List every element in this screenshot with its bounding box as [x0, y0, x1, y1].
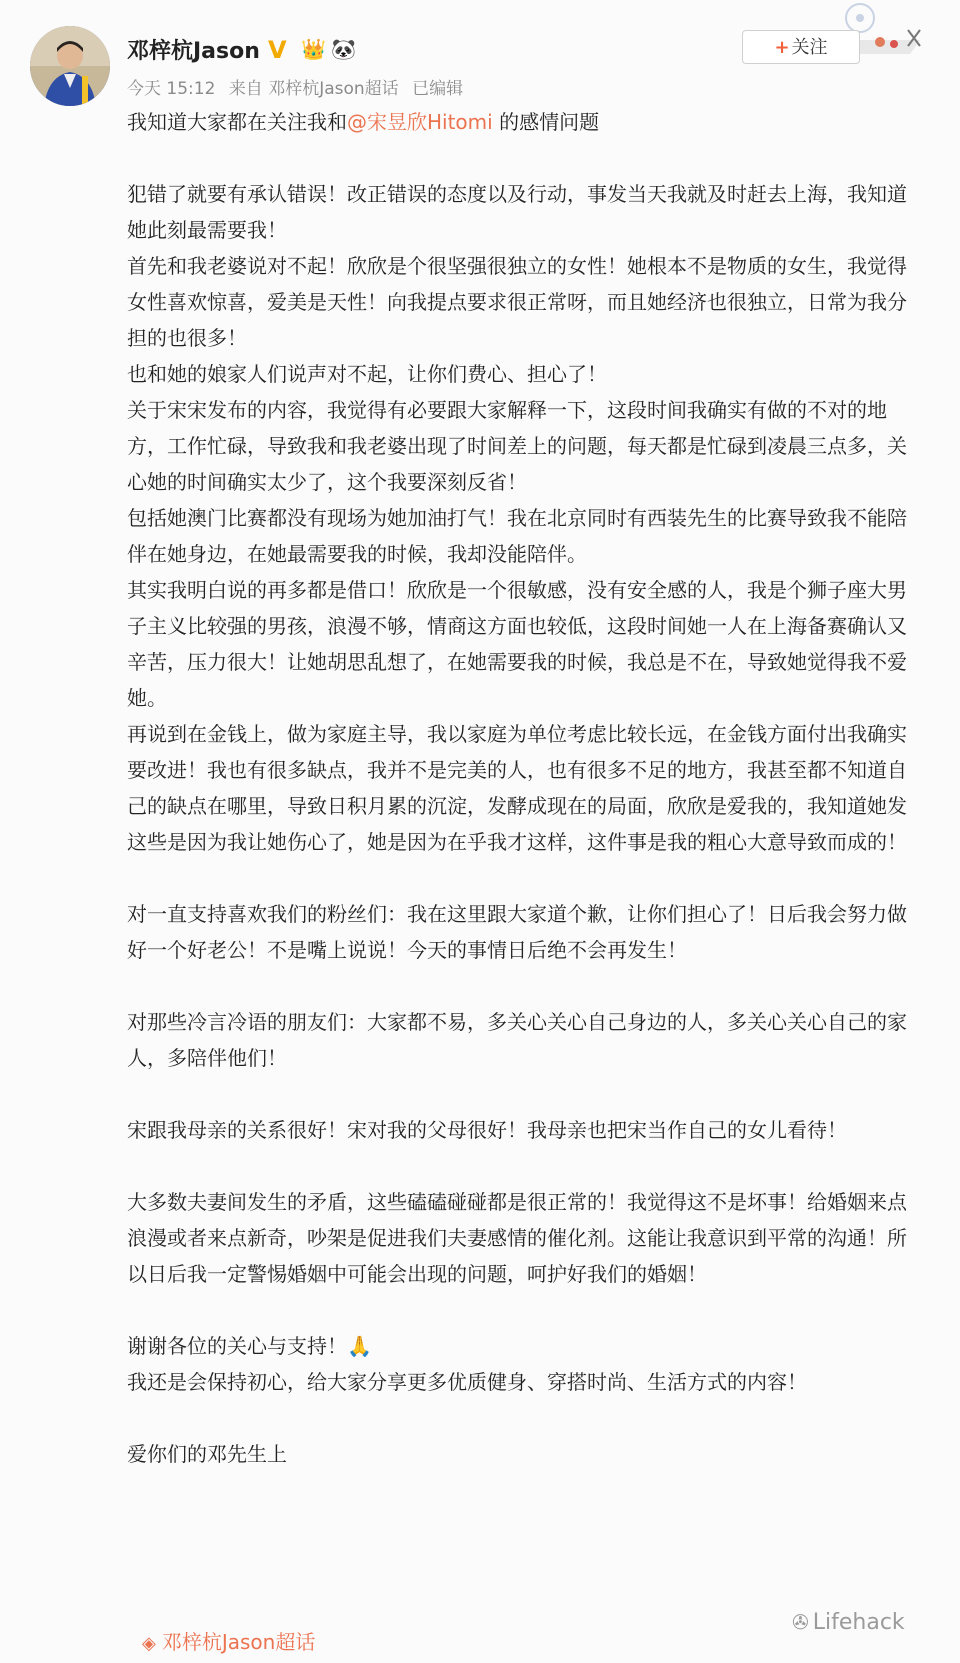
paragraph: 包括她澳门比赛都没有现场为她加油打气！我在北京同时有西装先生的比赛导致我不能陪伴在她身边，在她最需要我的时候，我却没能陪伴。 [127, 506, 907, 566]
plus-icon: + [774, 37, 790, 58]
post-body [127, 104, 917, 1472]
paragraph: 也和她的娘家人们说声对不起，让你们费心、担心了！ [127, 362, 607, 386]
paragraph: 犯错了就要有承认错误！改正错误的态度以及行动，事发当天我就及时赶去上海，我知道她此刻最需要我！ [127, 182, 907, 242]
panda-icon: 🐼 [331, 37, 356, 61]
verified-badge-icon: V [268, 36, 287, 64]
crown-icon: 👑 [301, 37, 326, 61]
paragraph: 对那些冷言冷语的朋友们：大家都不易，多关心关心自己身边的人，多关心关心自己的家人，多陪伴他们！ [127, 1010, 907, 1070]
avatar[interactable] [30, 26, 110, 106]
post-meta [127, 74, 471, 99]
post-time[interactable]: 今天 15:12 [127, 79, 216, 99]
follow-label: 关注 [791, 37, 828, 58]
paragraph: 谢谢各位的关心与支持！🙏 [127, 1334, 372, 1358]
paragraph: 其实我明白说的再多都是借口！欣欣是一个很敏感，没有安全感的人，我是个狮子座大男子主义比较强的男孩，浪漫不够，情商这方面也较低，这段时间她一人在上海备赛确认又辛苦，压力很大！让她胡思乱想了，在她需要我的时候，我总是不在，导致她觉得我不爱她。 [127, 578, 907, 710]
paragraph: 我还是会保持初心，给大家分享更多优质健身、穿搭时尚、生活方式的内容！ [127, 1370, 807, 1394]
intro-prefix: 我知道大家都在关注我和 [127, 110, 347, 134]
intro-suffix: 的感情问题 [492, 110, 600, 134]
signature: 爱你们的邓先生上 [127, 1442, 287, 1466]
mention-link[interactable]: @宋昱欣Hitomi [347, 110, 493, 134]
supertopic-icon: ◈ [142, 1633, 156, 1654]
follow-button[interactable] [742, 30, 860, 64]
watermark-label: Lifehack [812, 1610, 905, 1635]
wechat-icon: ✇ [792, 1610, 809, 1634]
paragraph: 对一直支持喜欢我们的粉丝们：我在这里跟大家道个歉，让你们担心了！日后我会努力做好一个好老公！不是嘴上说说！今天的事情日后绝不会再发生！ [127, 902, 907, 962]
paragraph: 首先和我老婆说对不起！欣欣是个很坚强很独立的女性！她根本不是物质的女生，我觉得女性喜欢惊喜，爱美是天性！向我提点要求很正常呀，而且她经济也很独立，日常为我分担的也很多！ [127, 254, 907, 350]
watermark [792, 1610, 905, 1635]
paragraph: 宋跟我母亲的关系很好！宋对我的父母很好！我母亲也把宋当作自己的女儿看待！ [127, 1118, 847, 1142]
supertopic-label: 邓梓杭Jason超话 [161, 1630, 316, 1654]
post-intro [127, 104, 917, 140]
edited-label: 已编辑 [412, 79, 464, 99]
post-source[interactable]: 来自 邓梓杭Jason超话 [228, 79, 399, 99]
paragraph: 大多数夫妻间发生的矛盾，这些磕磕碰碰都是很正常的！我觉得这不是坏事！给婚姻来点浪漫或者来点新奇，吵架是促进我们夫妻感情的催化剂。这能让我意识到平常的沟通！所以日后我一定警惕婚姻中可能会出现的问题，呵护好我们的婚姻！ [127, 1190, 907, 1286]
author-name[interactable]: 邓梓杭Jason [127, 39, 260, 64]
paragraph: 关于宋宋发布的内容，我觉得有必要跟大家解释一下，这段时间我确实有做的不对的地方，工作忙碌，导致我和我老婆出现了时间差上的问题，每天都是忙碌到凌晨三点多，关心她的时间确实太少了，这个我要深刻反省！ [127, 398, 907, 494]
supertopic-link[interactable] [142, 1626, 315, 1655]
paragraph: 再说到在金钱上，做为家庭主导，我以家庭为单位考虑比较长远，在金钱方面付出我确实要改进！我也有很多缺点，我并不是完美的人，也有很多不足的地方，我甚至都不知道自己的缺点在哪里，导致日积月累的沉淀，发酵成现在的局面，欣欣是爱我的，我知道她发这些是因为我让她伤心了，她是因为在乎我才这样，这件事是我的粗心大意导致而成的！ [127, 722, 907, 854]
